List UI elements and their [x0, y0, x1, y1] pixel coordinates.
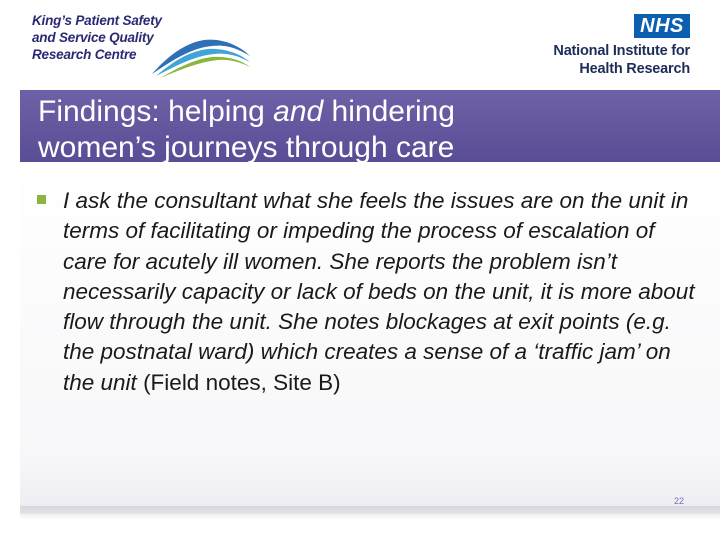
bullet-marker: [37, 195, 46, 204]
page-number: 22: [673, 496, 684, 506]
bottom-shadow: [20, 506, 720, 520]
bullet-quote: [63, 186, 703, 398]
slide-header: [0, 0, 720, 90]
title-line-2: women’s journeys through care: [38, 131, 455, 162]
swoosh-icon: [150, 32, 252, 80]
kings-logo-line-3: Research Centre: [32, 47, 137, 62]
title-line-1-end: hindering: [323, 95, 455, 128]
title-line-1: [38, 94, 455, 130]
quote-text: I ask the consultant what she feels the issues are on the unit in terms of facilitating or impeding the process of escalation of care for acutely ill women. She reports the problem isn’t necessarily capacity or lack of beds on the unit, it is more about flow through the unit. She notes blockages at exit points (e.g. the postnatal ward) which creates a sense of a ‘traffic jam’ on the unit: [63, 188, 695, 395]
slide-title: [38, 94, 455, 162]
nihr-line-2: Health Research: [579, 61, 690, 77]
title-emphasis: and: [273, 95, 324, 128]
nhs-badge: NHS: [634, 14, 690, 38]
nihr-text: [553, 42, 690, 78]
citation-text: (Field notes, Site B): [136, 369, 341, 395]
nihr-logo: [520, 10, 690, 80]
kings-logo: [32, 12, 232, 74]
title-line-1-start: Findings: helping: [38, 95, 274, 128]
title-bar: [20, 90, 720, 162]
kings-logo-line-1: King’s Patient Safety: [32, 13, 162, 28]
kings-logo-line-2: and Service Quality: [32, 30, 154, 45]
nihr-line-1: National Institute for: [553, 43, 690, 59]
